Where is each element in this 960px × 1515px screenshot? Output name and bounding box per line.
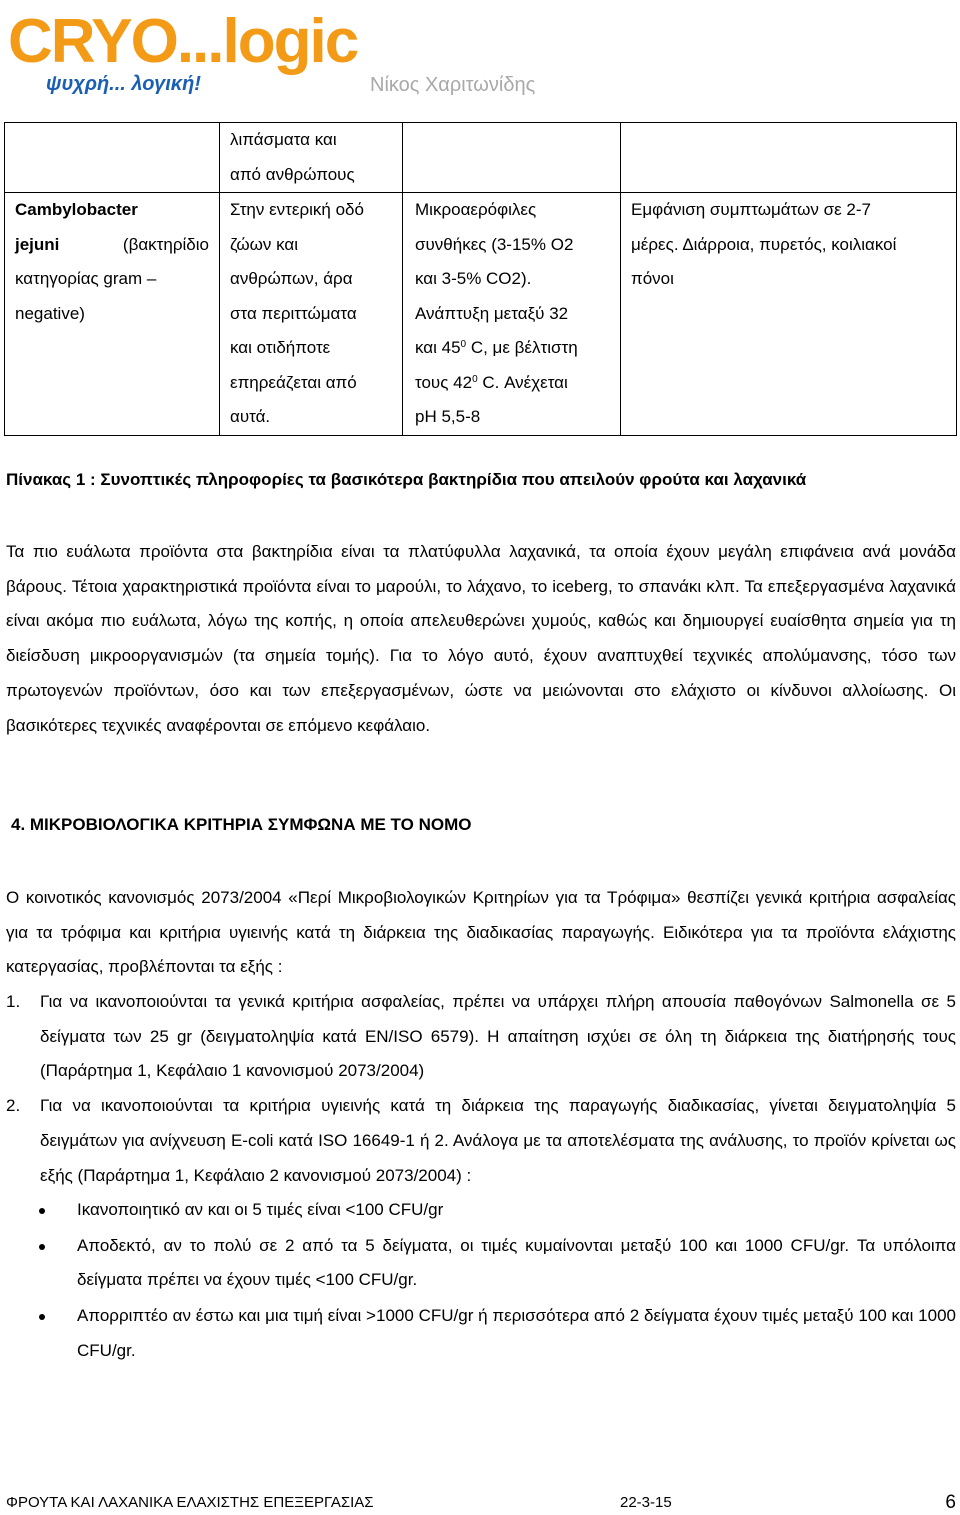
cell-word: (βακτηρίδιο bbox=[122, 234, 209, 254]
cell-line: μέρες. Διάρροια, πυρετός, κοιλιακοί bbox=[631, 234, 897, 254]
bullet-icon bbox=[39, 1244, 45, 1250]
list-item bbox=[36, 1229, 956, 1298]
numbered-list bbox=[6, 985, 956, 1193]
cell-line: συνθήκες (3-15% O2 bbox=[415, 234, 574, 254]
table-cell bbox=[403, 123, 621, 193]
cell-line: Cambylobacter bbox=[15, 200, 138, 219]
cell-line: Ανάπτυξη μεταξύ 32 bbox=[415, 303, 569, 323]
table-row bbox=[5, 123, 957, 193]
list-item bbox=[6, 1089, 956, 1193]
cell-line: ανθρώπων, άρα bbox=[230, 269, 353, 288]
table-cell bbox=[220, 123, 403, 193]
list-item bbox=[36, 1193, 956, 1228]
cell-line: Εμφάνιση συμπτωμάτων σε 2-7 bbox=[631, 200, 871, 219]
body-paragraph: Ο κοινοτικός κανονισμός 2073/2004 «Περί Μικροβιολογικών Κριτηρίων για τα Τρόφιμα» θεσπίζει γενικά κριτήρια ασφαλείας για τα τρόφιμα και κριτήρια υγιεινής κατά τη διάρκεια της διαδικασίας παραγωγής. Ειδικότερα για τα προϊόντα ελάχιστης κατεργασίας, προβλέπονται τα εξής : bbox=[6, 888, 956, 977]
list-text: Αποδεκτό, αν το πολύ σε 2 από τα 5 δείγματα, οι τιμές κυμαίνονται μεταξύ 100 και 1000 CFU/gr. Τα υπόλοιπα δείγματα πρέπει να έχουν τιμές <100 CFU/gr. bbox=[77, 1235, 956, 1290]
cell-text: C, με βέλτιστη bbox=[470, 338, 578, 357]
body-paragraph: Τα πιο ευάλωτα προϊόντα στα βακτηρίδια είναι τα πλατύφυλλα λαχανικά, τα οποία έχουν μεγάλη επιφάνεια ανά μονάδα βάρους. Τέτοια χαρακτηριστικά προϊόντα είναι το μαρούλι, το λάχανο, το iceberg, το σπανάκι κλπ. Τα επεξεργασμένα λαχανικά είναι ακόμα πιο ευάλωτα, λόγω της κοπής, η οποία απελευθερώνει χυμούς, καθώς και δημιουργεί ευαίσθητα σημεία για τη διείσδυση μικροοργανισμών (τα σημεία τομής). Για το λόγο αυτό, έχουν αναπτυχθεί τεχνικές απολύμανσης, τόσο των πρωτογενών προϊόντων, όσο και των επεξεργασμένων, ώστε να μειώνονται στο ελάχιστο οι κίνδυνοι αλλοίωσης. Οι βασικότερες τεχνικές αναφέρονται σε επόμενο κεφάλαιο. bbox=[6, 542, 956, 735]
footer-title: ΦΡΟΥΤΑ ΚΑΙ ΛΑΧΑΝΙΚΑ ΕΛΑΧΙΣΤΗΣ ΕΠΕΞΕΡΓΑΣΙΑΣ bbox=[6, 1494, 374, 1511]
superscript: 0 bbox=[472, 373, 478, 385]
page-header bbox=[0, 0, 960, 110]
conditions-cell bbox=[403, 193, 621, 436]
section-heading: 4. ΜΙΚΡΟΒΙΟΛΟΓΙΚΑ ΚΡΙΤΗΡΙΑ ΣΥΜΦΩΝΑ ΜΕ ΤΟ ΝΟΜΟ bbox=[11, 815, 472, 834]
cell-line: negative) bbox=[15, 303, 85, 323]
cell-line: στα περιττώματα bbox=[230, 303, 357, 323]
bullet-icon bbox=[39, 1208, 45, 1214]
cell-line bbox=[415, 366, 610, 401]
cell-line: και οτιδήποτε bbox=[230, 338, 331, 357]
list-number: 2. bbox=[6, 1096, 21, 1116]
list-item bbox=[6, 985, 956, 1089]
symptoms-cell bbox=[621, 193, 957, 436]
bacteria-table bbox=[4, 122, 957, 436]
cell-text: και 45 bbox=[415, 338, 461, 357]
list-text: Απορριπτέο αν έστω και μια τιμή είναι >1000 CFU/gr ή περισσότερα από 2 δείγματα έχουν τιμές μεταξύ 100 και 1000 CFU/gr. bbox=[77, 1306, 956, 1360]
cell-line: αυτά. bbox=[230, 407, 271, 426]
page-number: 6 bbox=[945, 1492, 956, 1513]
cell-line: και 3-5% CO2). bbox=[415, 269, 532, 288]
logo-tagline: ψυχρή... λογική! bbox=[46, 73, 201, 95]
table-cell bbox=[621, 123, 957, 193]
logo-text: CRYO...logic bbox=[8, 7, 358, 76]
cell-line: από ανθρώπους bbox=[230, 164, 355, 184]
cell-line: Στην εντερική οδό bbox=[230, 200, 364, 219]
cell-text: τους 42 bbox=[415, 372, 473, 392]
list-item bbox=[36, 1299, 956, 1368]
bullet-list bbox=[36, 1193, 956, 1370]
cell-line: επηρεάζεται από bbox=[230, 372, 357, 392]
bacterium-name-cell bbox=[5, 193, 220, 436]
cell-line: κατηγορίας gram – bbox=[15, 269, 157, 288]
cell-line: Μικροαερόφιλες bbox=[415, 200, 537, 219]
cell-line: πόνοι bbox=[631, 269, 674, 288]
table-cell bbox=[5, 123, 220, 193]
cell-line bbox=[415, 331, 610, 366]
cell-word: jejuni bbox=[15, 234, 60, 254]
cell-line: ζώων και bbox=[230, 234, 299, 254]
table-row bbox=[5, 193, 957, 436]
list-text: Για να ικανοποιούνται τα γενικά κριτήρια ασφαλείας, πρέπει να υπάρχει πλήρη απουσία παθογόνων Salmonella σε 5 δείγματα των 25 gr (δειγματοληψία κατά EN/ISO 6579). Η απαίτηση ισχύει σε όλη τη διάρκεια της διατήρησής τους (Παράρτημα 1, Κεφάλαιο 1 κανονισμού 2073/2004) bbox=[40, 992, 956, 1081]
bullet-icon bbox=[39, 1314, 45, 1320]
source-cell bbox=[220, 193, 403, 436]
footer-date: 22-3-15 bbox=[620, 1494, 672, 1511]
cryologic-logo bbox=[6, 2, 368, 97]
cell-line: pH 5,5-8 bbox=[415, 407, 481, 426]
list-text: Ικανοποιητικό αν και οι 5 τιμές είναι <100 CFU/gr bbox=[77, 1200, 444, 1219]
table-caption: Πίνακας 1 : Συνοπτικές πληροφορίες τα βασικότερα βακτηρίδια που απειλούν φρούτα και λαχανικά bbox=[6, 470, 807, 489]
list-text: Για να ικανοποιούνται τα κριτήρια υγιεινής κατά τη διάρκεια της παραγωγής διαδικασίας, γίνεται δειγματοληψία 5 δειγμάτων για ανίχνευση E-coli κατά ISO 16649-1 ή 2. Ανάλογα με τα αποτελέσματα της ανάλυσης, το προϊόν κρίνεται ως εξής (Παράρτημα 1, Κεφάλαιο 2 κανονισμού 2073/2004) : bbox=[40, 1096, 956, 1185]
author-name: Νίκος Χαριτωνίδης bbox=[370, 74, 536, 96]
cell-line bbox=[15, 228, 209, 263]
superscript: 0 bbox=[460, 339, 467, 350]
cell-text: C. Ανέχεται bbox=[482, 372, 568, 392]
list-number: 1. bbox=[6, 992, 21, 1011]
cell-line: λιπάσματα και bbox=[230, 130, 337, 149]
